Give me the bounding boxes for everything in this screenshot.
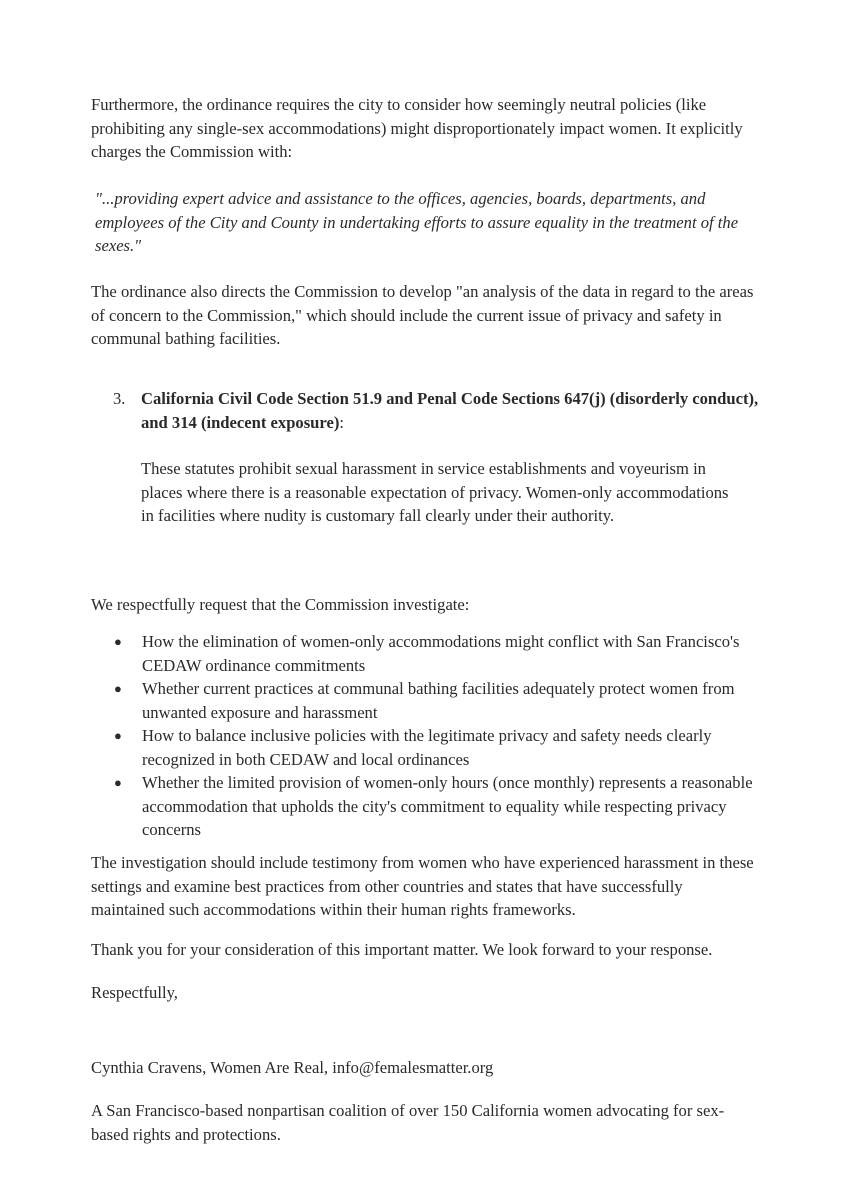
list-item-text: Whether the limited provision of women-only hours (once monthly) represents a reasonable accommodation that upholds the city's commitment to equality while respecting privacy concerns xyxy=(142,773,753,839)
organization-description: A San Francisco-based nonpartisan coalition of over 150 California women advocating for sex-based rights and protections. xyxy=(91,1101,725,1144)
list-item xyxy=(114,630,759,677)
ordinance-quote: "...providing expert advice and assistance to the offices, agencies, boards, departments, and employees of the City and County in undertaking efforts to assure equality in the treatment of the sexes." xyxy=(95,189,739,255)
list-item xyxy=(114,724,759,771)
ordinance-directs-paragraph: The ordinance also directs the Commission to develop "an analysis of the data in regard to the areas of concern to the Commission," which should include the current issue of privacy and safety in communal bathing facilities. xyxy=(91,282,754,348)
list-item xyxy=(114,771,759,842)
list-item xyxy=(114,677,759,724)
investigation-paragraph: The investigation should include testimony from women who have experienced harassment in these settings and examine best practices from other countries and states that have successfully maintained such accommodations within their human rights frameworks. xyxy=(91,853,754,919)
statute-description: These statutes prohibit sexual harassment in service establishments and voyeurism in places where there is a reasonable expectation of privacy. Women-only accommodations in facilities where nudity is customary fall clearly under their authority. xyxy=(141,459,729,525)
statute-heading-text: California Civil Code Section 51.9 and Penal Code Sections 647(j) (disorderly conduct), and 314 (indecent exposure) xyxy=(141,389,759,432)
list-item-text: How the elimination of women-only accommodations might conflict with San Francisco's CEDAW ordinance commitments xyxy=(142,632,740,675)
intro-paragraph: Furthermore, the ordinance requires the city to consider how seemingly neutral policies (like prohibiting any single-sex accommodations) might disproportionately impact women. It explicitly charges the Commission with: xyxy=(91,95,743,161)
thanks-paragraph: Thank you for your consideration of this important matter. We look forward to your response. xyxy=(91,940,713,959)
list-number: 3. xyxy=(113,389,126,408)
bullet-icon: ● xyxy=(114,681,122,696)
closing: Respectfully, xyxy=(91,983,178,1002)
bullet-icon: ● xyxy=(114,728,122,743)
list-item-text: How to balance inclusive policies with the legitimate privacy and safety needs clearly recognized in both CEDAW and local ordinances xyxy=(142,726,712,769)
signature-line: Cynthia Cravens, Women Are Real, info@femalesmatter.org xyxy=(91,1058,494,1077)
statute-heading xyxy=(141,387,761,434)
investigation-list xyxy=(114,630,759,842)
statute-heading-colon: : xyxy=(339,412,344,432)
bullet-icon: ● xyxy=(114,634,122,649)
list-item-text: Whether current practices at communal bathing facilities adequately protect women from unwanted exposure and harassment xyxy=(142,679,735,722)
request-intro: We respectfully request that the Commission investigate: xyxy=(91,595,470,614)
bullet-icon: ● xyxy=(114,775,122,790)
